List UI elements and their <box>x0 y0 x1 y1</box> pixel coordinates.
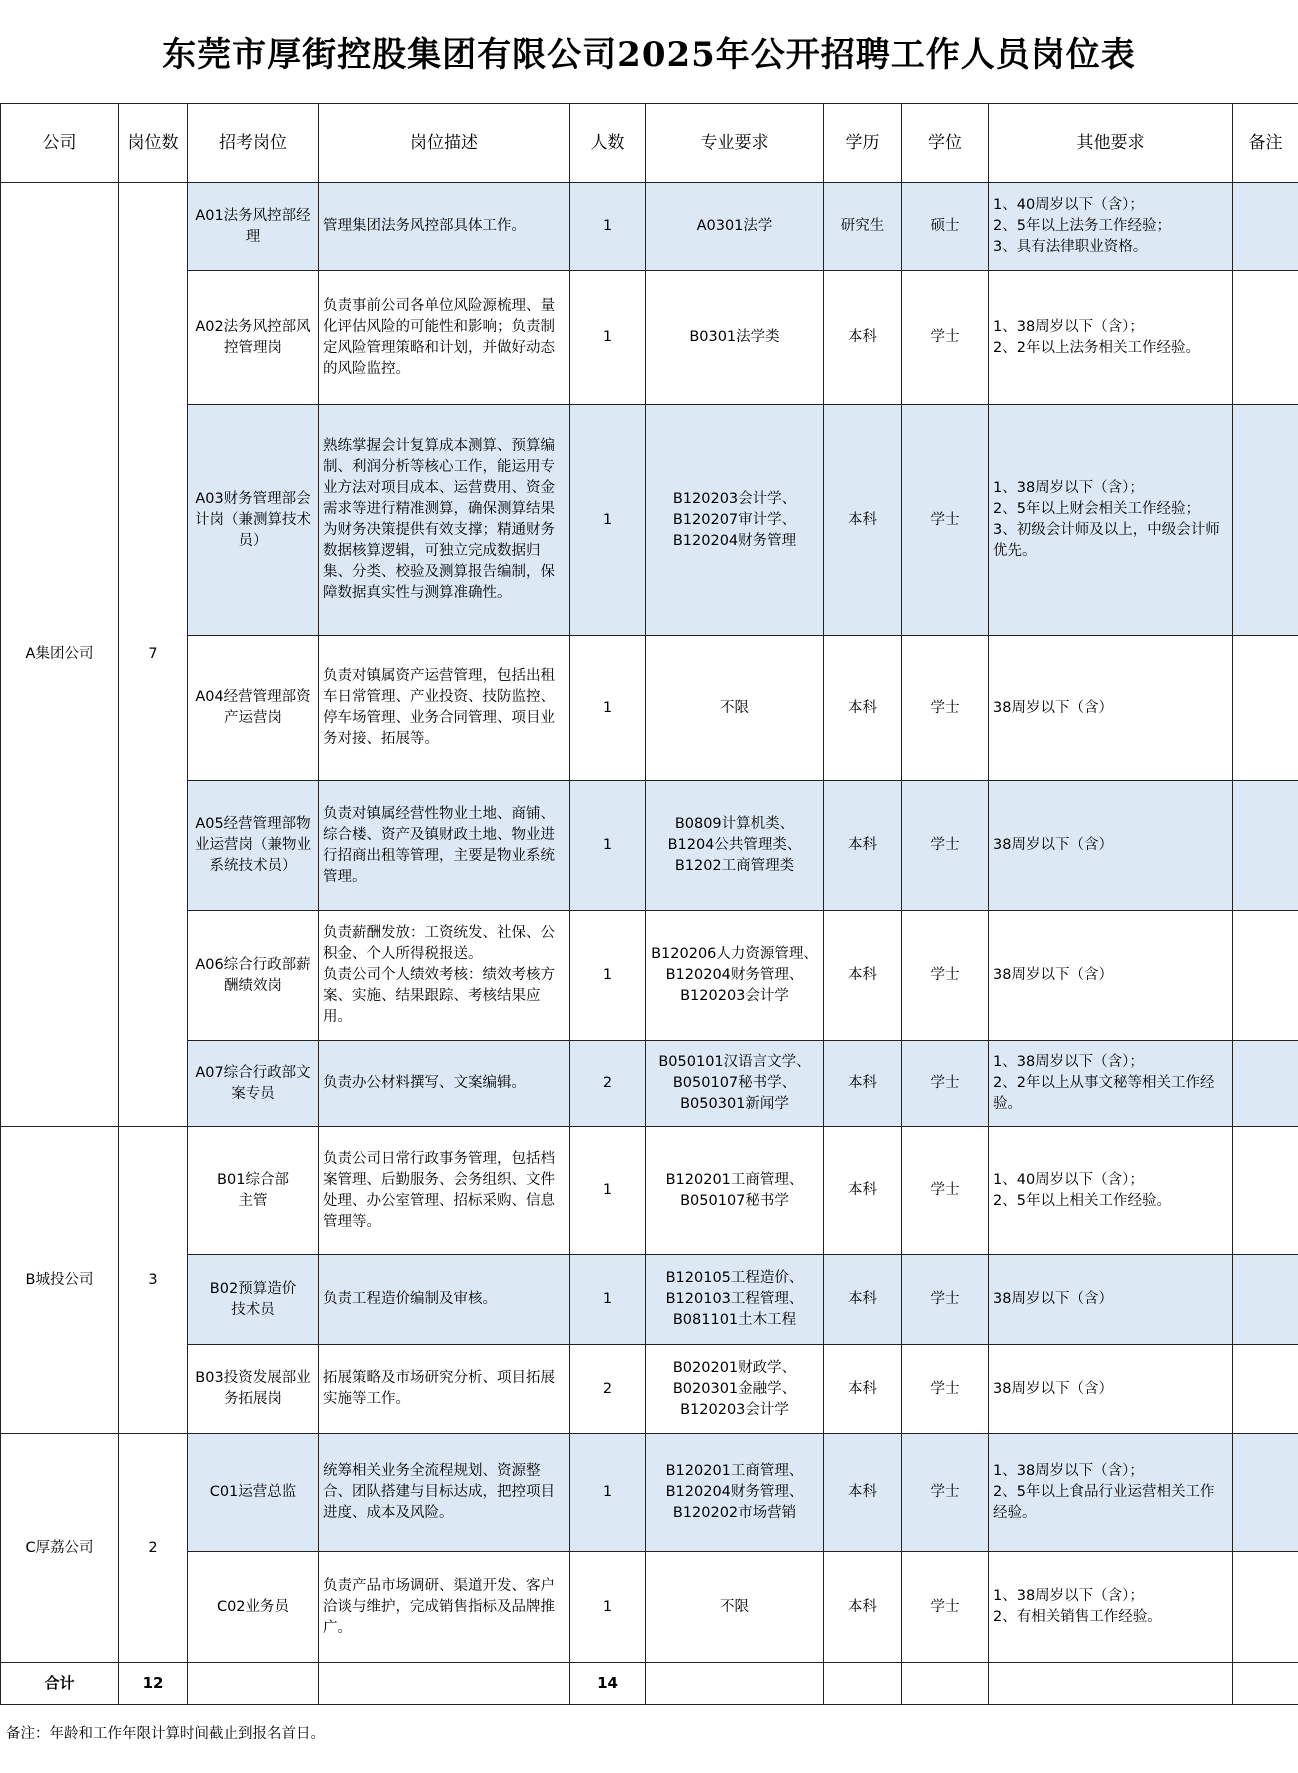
note-cell <box>1233 1434 1298 1552</box>
degree-cell: 学士 <box>902 405 989 636</box>
header-degree: 学位 <box>902 104 989 183</box>
headcount-cell: 1 <box>570 911 646 1041</box>
other-cell: 1、38周岁以下（含）； 2、5年以上财会相关工作经验； 3、初级会计师及以上，中级会计师优先。 <box>989 405 1233 636</box>
note-cell <box>1233 271 1298 405</box>
note-cell <box>1233 1127 1298 1255</box>
other-cell: 1、38周岁以下（含）； 2、5年以上食品行业运营相关工作经验。 <box>989 1434 1233 1552</box>
headcount-cell: 2 <box>570 1041 646 1127</box>
degree-cell: 硕士 <box>902 183 989 271</box>
major-cell: B120203会计学、 B120207审计学、 B120204财务管理 <box>646 405 824 636</box>
total-empty <box>1233 1663 1298 1705</box>
other-cell: 1、38周岁以下（含）； 2、有相关销售工作经验。 <box>989 1552 1233 1663</box>
other-cell: 1、40周岁以下（含）； 2、5年以上相关工作经验。 <box>989 1127 1233 1255</box>
total-empty <box>188 1663 319 1705</box>
headcount-cell: 2 <box>570 1345 646 1434</box>
headcount-cell: 1 <box>570 1255 646 1345</box>
degree-cell: 学士 <box>902 781 989 911</box>
other-cell: 38周岁以下（含） <box>989 1255 1233 1345</box>
post-cell: A03财务管理部会计岗（兼测算技术员） <box>188 405 319 636</box>
post-cell: A05经营管理部物业运营岗（兼物业系统技术员） <box>188 781 319 911</box>
table-row <box>1 183 1298 271</box>
post-cell: B02预算造价 技术员 <box>188 1255 319 1345</box>
other-cell: 38周岁以下（含） <box>989 781 1233 911</box>
post-count-cell: 2 <box>119 1434 188 1663</box>
table-row <box>1 1345 1298 1434</box>
post-cell: A04经营管理部资产运营岗 <box>188 636 319 781</box>
footnote: 备注：年龄和工作年限计算时间截止到报名首日。 <box>6 1726 325 1742</box>
note-cell <box>1233 1041 1298 1127</box>
header-major: 专业要求 <box>646 104 824 183</box>
post-cell: A07综合行政部文案专员 <box>188 1041 319 1127</box>
note-cell <box>1233 636 1298 781</box>
table-row <box>1 636 1298 781</box>
table-row <box>1 1434 1298 1552</box>
degree-cell: 学士 <box>902 1345 989 1434</box>
education-cell: 本科 <box>824 781 902 911</box>
header-description: 岗位描述 <box>319 104 570 183</box>
major-cell: 不限 <box>646 1552 824 1663</box>
major-cell: B0301法学类 <box>646 271 824 405</box>
degree-cell: 学士 <box>902 271 989 405</box>
major-cell: B120105工程造价、 B120103工程管理、 B081101土木工程 <box>646 1255 824 1345</box>
degree-cell: 学士 <box>902 1041 989 1127</box>
education-cell: 本科 <box>824 636 902 781</box>
table-row <box>1 911 1298 1041</box>
headcount-cell: 1 <box>570 1552 646 1663</box>
major-cell: B120201工商管理、 B120204财务管理、 B120202市场营销 <box>646 1434 824 1552</box>
major-cell: B0809计算机类、 B1204公共管理类、 B1202工商管理类 <box>646 781 824 911</box>
recruitment-table <box>0 103 1298 1705</box>
other-cell: 1、40周岁以下（含）； 2、5年以上法务工作经验； 3、具有法律职业资格。 <box>989 183 1233 271</box>
major-cell: B050101汉语言文学、 B050107秘书学、 B050301新闻学 <box>646 1041 824 1127</box>
education-cell: 本科 <box>824 1434 902 1552</box>
degree-cell: 学士 <box>902 1255 989 1345</box>
post-cell: A01法务风控部经理 <box>188 183 319 271</box>
description-cell: 负责产品市场调研、渠道开发、客户洽谈与维护，完成销售指标及品牌推广。 <box>319 1552 570 1663</box>
post-cell: C02业务员 <box>188 1552 319 1663</box>
description-cell: 管理集团法务风控部具体工作。 <box>319 183 570 271</box>
headcount-cell: 1 <box>570 183 646 271</box>
other-cell: 38周岁以下（含） <box>989 911 1233 1041</box>
total-empty <box>989 1663 1233 1705</box>
education-cell: 本科 <box>824 1345 902 1434</box>
header-note: 备注 <box>1233 104 1298 183</box>
headcount-cell: 1 <box>570 781 646 911</box>
description-cell: 负责公司日常行政事务管理，包括档案管理、后勤服务、会务组织、文件处理、办公室管理、招标采购、信息管理等。 <box>319 1127 570 1255</box>
company-cell: B城投公司 <box>1 1127 119 1434</box>
other-cell: 38周岁以下（含） <box>989 636 1233 781</box>
headcount-cell: 1 <box>570 1434 646 1552</box>
note-cell <box>1233 183 1298 271</box>
degree-cell: 学士 <box>902 1434 989 1552</box>
page-title: 东莞市厚街控股集团有限公司2025年公开招聘工作人员岗位表 <box>162 35 1136 75</box>
note-cell <box>1233 911 1298 1041</box>
headcount-cell: 1 <box>570 405 646 636</box>
note-cell <box>1233 1345 1298 1434</box>
description-cell: 负责薪酬发放：工资统发、社保、公积金、个人所得税报送。 负责公司个人绩效考核：绩效考核方案、实施、结果跟踪、考核结果应用。 <box>319 911 570 1041</box>
total-empty <box>902 1663 989 1705</box>
total-empty <box>824 1663 902 1705</box>
note-cell <box>1233 405 1298 636</box>
major-cell: B120201工商管理、 B050107秘书学 <box>646 1127 824 1255</box>
major-cell: A0301法学 <box>646 183 824 271</box>
description-cell: 拓展策略及市场研究分析、项目拓展实施等工作。 <box>319 1345 570 1434</box>
other-cell: 1、38周岁以下（含）； 2、2年以上从事文秘等相关工作经验。 <box>989 1041 1233 1127</box>
headcount-cell: 1 <box>570 271 646 405</box>
other-cell: 38周岁以下（含） <box>989 1345 1233 1434</box>
header-education: 学历 <box>824 104 902 183</box>
other-cell: 1、38周岁以下（含）； 2、2年以上法务相关工作经验。 <box>989 271 1233 405</box>
degree-cell: 学士 <box>902 911 989 1041</box>
education-cell: 本科 <box>824 1255 902 1345</box>
header-company: 公司 <box>1 104 119 183</box>
degree-cell: 学士 <box>902 1127 989 1255</box>
company-cell: A集团公司 <box>1 183 119 1127</box>
header-post-count: 岗位数 <box>119 104 188 183</box>
headcount-cell: 1 <box>570 636 646 781</box>
post-cell: A06综合行政部薪酬绩效岗 <box>188 911 319 1041</box>
description-cell: 负责工程造价编制及审核。 <box>319 1255 570 1345</box>
description-cell: 负责事前公司各单位风险源梳理、量化评估风险的可能性和影响；负责制定风险管理策略和计划，并做好动态的风险监控。 <box>319 271 570 405</box>
major-cell: B120206人力资源管理、 B120204财务管理、 B120203会计学 <box>646 911 824 1041</box>
table-row <box>1 781 1298 911</box>
post-cell: B01综合部 主管 <box>188 1127 319 1255</box>
table-row <box>1 1552 1298 1663</box>
total-empty <box>646 1663 824 1705</box>
description-cell: 熟练掌握会计复算成本测算、预算编制、利润分析等核心工作，能运用专业方法对项目成本、运营费用、资金需求等进行精准测算，确保测算结果为财务决策提供有效支撑；精通财务数据核算逻辑，可独立完成数据归集、分类、校验及测算报告编制，保障数据真实性与测算准确性。 <box>319 405 570 636</box>
description-cell: 负责办公材料撰写、文案编辑。 <box>319 1041 570 1127</box>
total-headcount: 14 <box>570 1663 646 1705</box>
note-cell <box>1233 1255 1298 1345</box>
education-cell: 研究生 <box>824 183 902 271</box>
total-row <box>1 1663 1298 1705</box>
description-cell: 负责对镇属资产运营管理，包括出租车日常管理、产业投资、技防监控、停车场管理、业务合同管理、项目业务对接、拓展等。 <box>319 636 570 781</box>
header-headcount: 人数 <box>570 104 646 183</box>
post-cell: C01运营总监 <box>188 1434 319 1552</box>
education-cell: 本科 <box>824 1041 902 1127</box>
post-cell: A02法务风控部风控管理岗 <box>188 271 319 405</box>
headcount-cell: 1 <box>570 1127 646 1255</box>
table-row <box>1 405 1298 636</box>
description-cell: 统筹相关业务全流程规划、资源整合、团队搭建与目标达成，把控项目进度、成本及风险。 <box>319 1434 570 1552</box>
table-row <box>1 1255 1298 1345</box>
post-count-cell: 7 <box>119 183 188 1127</box>
education-cell: 本科 <box>824 405 902 636</box>
post-count-cell: 3 <box>119 1127 188 1434</box>
total-empty <box>319 1663 570 1705</box>
description-cell: 负责对镇属经营性物业土地、商铺、综合楼、资产及镇财政土地、物业进行招商出租等管理，主要是物业系统管理。 <box>319 781 570 911</box>
table-row <box>1 1041 1298 1127</box>
header-row <box>1 104 1298 183</box>
total-post-count: 12 <box>119 1663 188 1705</box>
education-cell: 本科 <box>824 911 902 1041</box>
total-label: 合计 <box>1 1663 119 1705</box>
header-other: 其他要求 <box>989 104 1233 183</box>
degree-cell: 学士 <box>902 636 989 781</box>
header-post: 招考岗位 <box>188 104 319 183</box>
education-cell: 本科 <box>824 1552 902 1663</box>
table-row <box>1 1127 1298 1255</box>
note-cell <box>1233 781 1298 911</box>
major-cell: 不限 <box>646 636 824 781</box>
company-cell: C厚荔公司 <box>1 1434 119 1663</box>
table-row <box>1 271 1298 405</box>
education-cell: 本科 <box>824 1127 902 1255</box>
post-cell: B03投资发展部业务拓展岗 <box>188 1345 319 1434</box>
major-cell: B020201财政学、 B020301金融学、 B120203会计学 <box>646 1345 824 1434</box>
education-cell: 本科 <box>824 271 902 405</box>
note-cell <box>1233 1552 1298 1663</box>
degree-cell: 学士 <box>902 1552 989 1663</box>
